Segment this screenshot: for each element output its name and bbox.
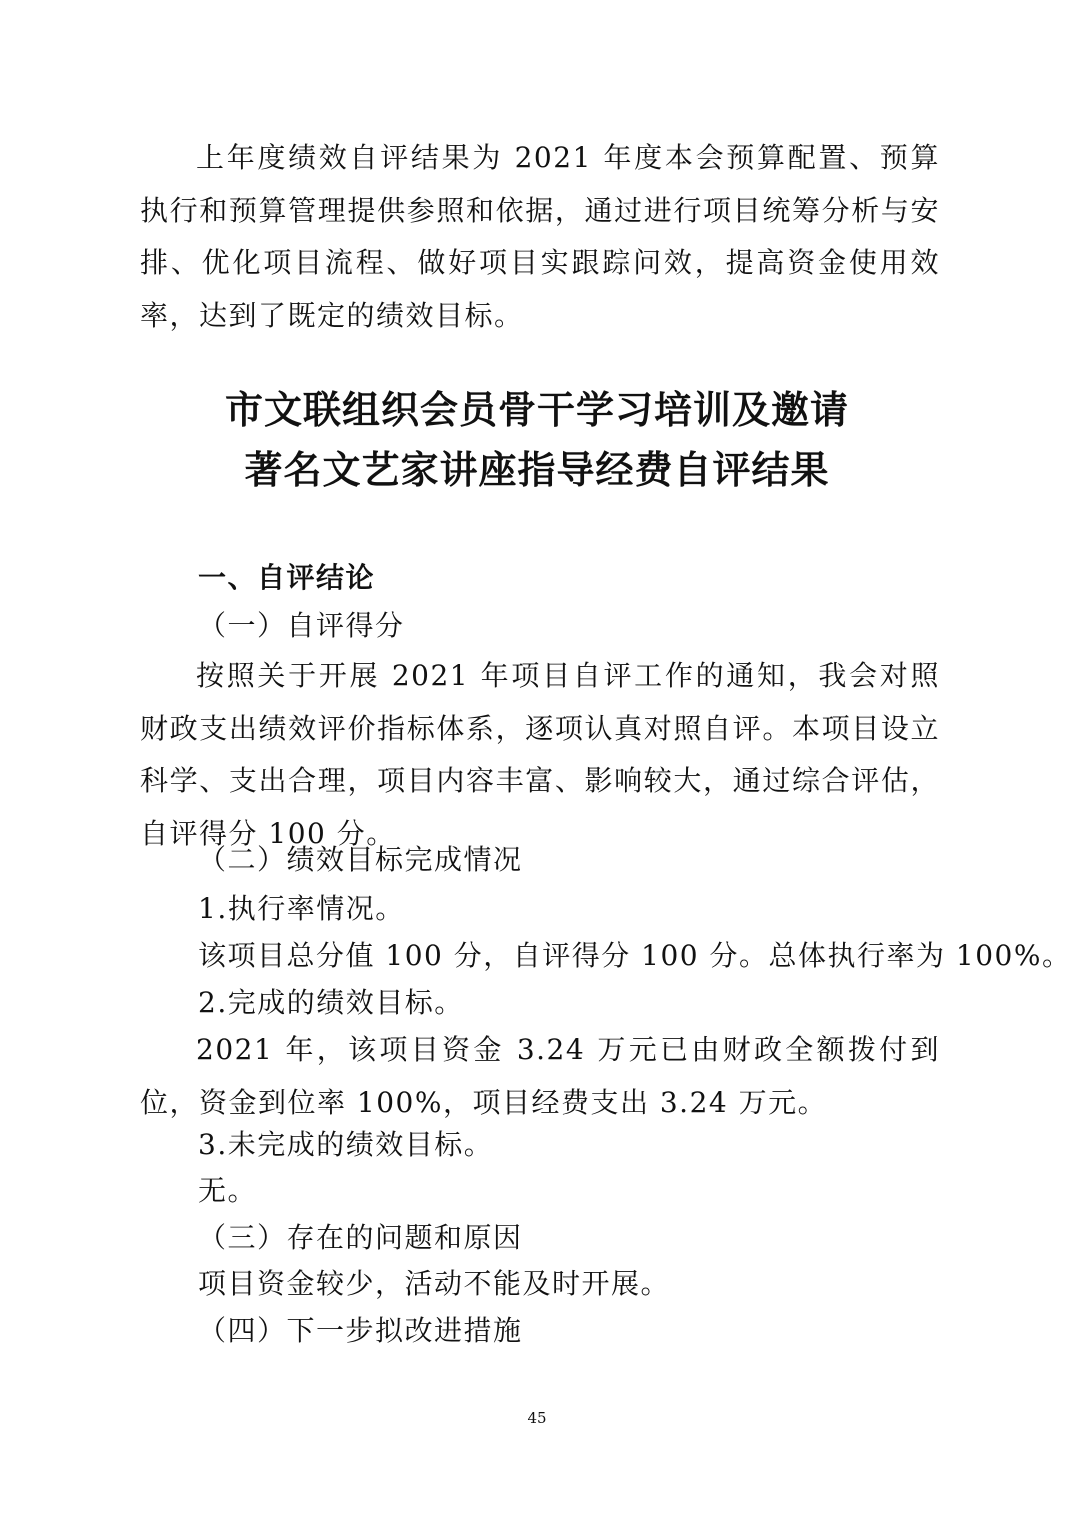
item-uncompleted-goals-heading: 3.未完成的绩效目标。 (198, 1128, 494, 1161)
self-score-paragraph: 按照关于开展 2021 年项目自评工作的通知，我会对照财政支出绩效评价指标体系，逐项认真对照自评。本项目设立科学、支出合理，项目内容丰富、影响较大，通过综合评估，自评得分 100 分。 (140, 659, 940, 850)
intro-paragraph: 上年度绩效自评结果为 2021 年度本会预算配置、预算执行和预算管理提供参照和依据，通过进行项目统筹分析与安排、优化项目流程、做好项目实跟踪问效，提高资金使用效率，达到了既定的绩效目标。 (140, 141, 940, 332)
item-execution-rate-heading: 1.执行率情况。 (198, 892, 405, 925)
section-heading-conclusion: 一、自评结论 (198, 561, 376, 594)
title-line-2: 著名文艺家讲座指导经费自评结果 (244, 447, 830, 492)
item-completed-goals-heading: 2.完成的绩效目标。 (198, 986, 464, 1019)
item-uncompleted-goals-text: 无。 (198, 1174, 258, 1207)
item-execution-rate-text: 该项目总分值 100 分，自评得分 100 分。总体执行率为 100%。 (198, 939, 1072, 972)
title-line-1: 市文联组织会员骨干学习培训及邀请 (224, 387, 849, 432)
page-number: 45 (527, 1409, 547, 1427)
subheading-goal-completion: （二）绩效目标完成情况 (198, 843, 523, 876)
subheading-self-score: （一）自评得分 (198, 609, 405, 642)
subheading-problems: （三）存在的问题和原因 (198, 1221, 523, 1254)
item-completed-goals-text: 2021 年，该项目资金 3.24 万元已由财政全额拨付到位，资金到位率 100%，项目经费支出 3.24 万元。 (140, 1033, 940, 1119)
problems-text: 项目资金较少，活动不能及时开展。 (198, 1267, 671, 1300)
subheading-improvement: （四）下一步拟改进措施 (198, 1314, 523, 1347)
